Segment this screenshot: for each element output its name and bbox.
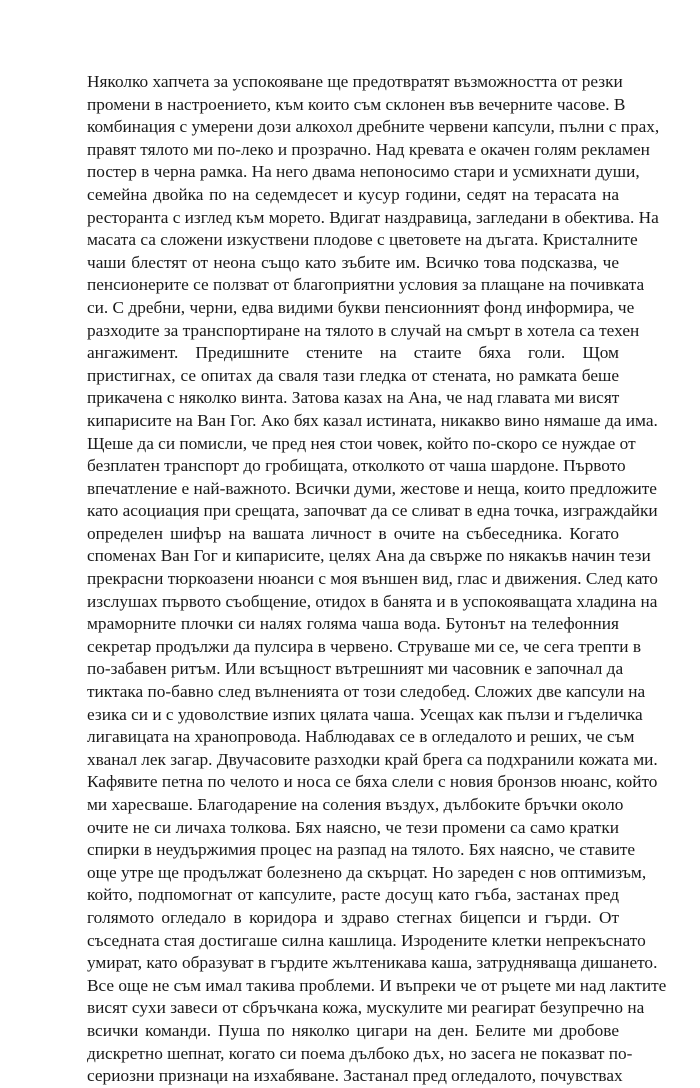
text-line: си. С дребни, черни, едва видими букви пенсионният фонд информира, че [87,297,635,317]
text-line: комбинация с умерени дози алкохол дребните червени капсули, пълни с прах, [87,117,660,137]
text-line: Щеше да си помисли, че пред нея стои човек, който по-скоро се нуждае от [87,433,636,453]
text-line: още утре ще продължат болезнено да скърцат. Но зареден с нов оптимизъм, [87,862,647,882]
text-line: споменах Ван Гог и кипарисите, целях Ана да свърже по някакъв начин тези [87,546,651,566]
text-line: разходите за транспортиране на тялото в случай на смърт в хотела са техен [87,320,640,340]
text-line: дискретно шепнат, когато си поема дълбоко дъх, но засега не показват по- [87,1043,633,1063]
text-line: Кафявите петна по челото и носа се бяха слели с новия бронзов нюанс, който [87,772,658,792]
text-line: спирки в неудържимия процес на разпад на тялото. Бях наясно, че ставите [87,840,636,860]
text-line: голямото огледало в коридора и здраво стегнах бицепси и гърди. От [87,907,619,927]
text-line: семейна двойка по на седемдесет и кусур години, седят на терасата на [87,184,619,204]
text-line: мраморните плочки си налях голяма чаша вода. Бутонът на телефонния [87,614,619,634]
text-line: прикачена с няколко винта. Затова казах на Ана, че над главата ми висят [87,388,620,408]
text-line: ресторанта с изглед към морето. Вдигат наздравица, загледани в обектива. На [87,207,659,227]
text-line: тиктака по-бавно след вълненията от този следобед. Сложих две капсули на [87,682,646,702]
text-line: сериозни признаци на изхабяване. Застанал пред огледалото, почувствах [87,1066,623,1086]
text-line: определен шифър на вашата личност в очите на събеседника. Когато [87,523,619,543]
text-line: ми харесваше. Благодарение на соления въздух, дълбоките бръчки около [87,795,624,814]
text-line: висят сухи завеси от сбръчкана кожа, мускулите ми реагират безупречно на [87,998,645,1018]
text-line: прекрасни тюркоазени нюанси с моя външен вид, глас и движения. След като [87,569,658,589]
body-text [87,71,667,1088]
text-line: всички команди. Пуша по няколко цигари на ден. Белите ми дробове [87,1020,619,1040]
text-line: правят тялото ми по-леко и прозрачно. Над кревата е окачен голям рекламен [87,139,650,159]
text-line: изслушах първото съобщение, отидох в банята и в успокояващата хладина на [87,591,658,611]
text-line: който, подпомогнат от капсулите, расте досущ като гъба, застанах пред [87,885,619,905]
text-line: безплатен транспорт до гробищата, отколкото от чаша шардоне. Първото [87,456,626,476]
text-line: ангажимент. Предишните стените на стаите бяха голи. Щом [87,343,619,363]
text-line: масата са сложени изкуствени плодове с цветовете на дъгата. Кристалните [87,230,638,250]
text-line: кипарисите на Ван Гог. Ако бях казал истината, никакво вино нямаше да има. [87,410,658,430]
text-line: Все още не съм имал такива проблеми. И въпреки че от ръцете ми над лактите [87,975,667,995]
text-line: умират, като образуват в гърдите жълтеникава каша, затрудняваща дишането. [87,953,658,973]
text-line: по-забавен ритъм. Или всъщност вътрешният ми часовник е започнал да [87,659,624,679]
text-line: пенсионерите се ползват от благоприятни условия за плащане на почивката [87,275,645,295]
text-line: лигавицата на хранопровода. Наблюдавах се в огледалото и реших, че съм [87,727,635,747]
text-line: езика си и с удоволствие изпих цялата чаша. Усещах как пълзи и гъделичка [87,704,643,724]
text-line: впечатление е най-важното. Всички думи, жестове и неща, които предложите [87,478,657,498]
text-line: съседната стая достигаше силна кашлица. Изродените клетки непрекъснато [87,930,646,950]
text-line: секретар продължи да пулсира в червено. Струваше ми се, че сега трепти в [87,636,641,656]
text-line: постер в черна рамка. На него двама непоносимо стари и усмихнати души, [87,162,640,182]
text-line: пристигнах, се опитах да сваля тази гледка от стената, но рамката беше [87,365,619,385]
text-line: чаши блестят от неона също като зъбите им. Всичко това подсказва, че [87,252,619,272]
text-line: като асоциация при срещата, започват да се сливат в една точка, изграждайки [87,501,658,521]
text-line: очите не си личаха толкова. Бях наясно, че тези промени са само кратки [87,817,619,837]
text-line: Няколко хапчета за успокояване ще предотвратят възможността от резки [87,72,623,91]
text-line: хванал лек загар. Двучасовите разходки край брега са подхранили кожата ми. [87,749,658,769]
text-line: промени в настроението, към които съм склонен във вечерните часове. В [87,94,626,114]
